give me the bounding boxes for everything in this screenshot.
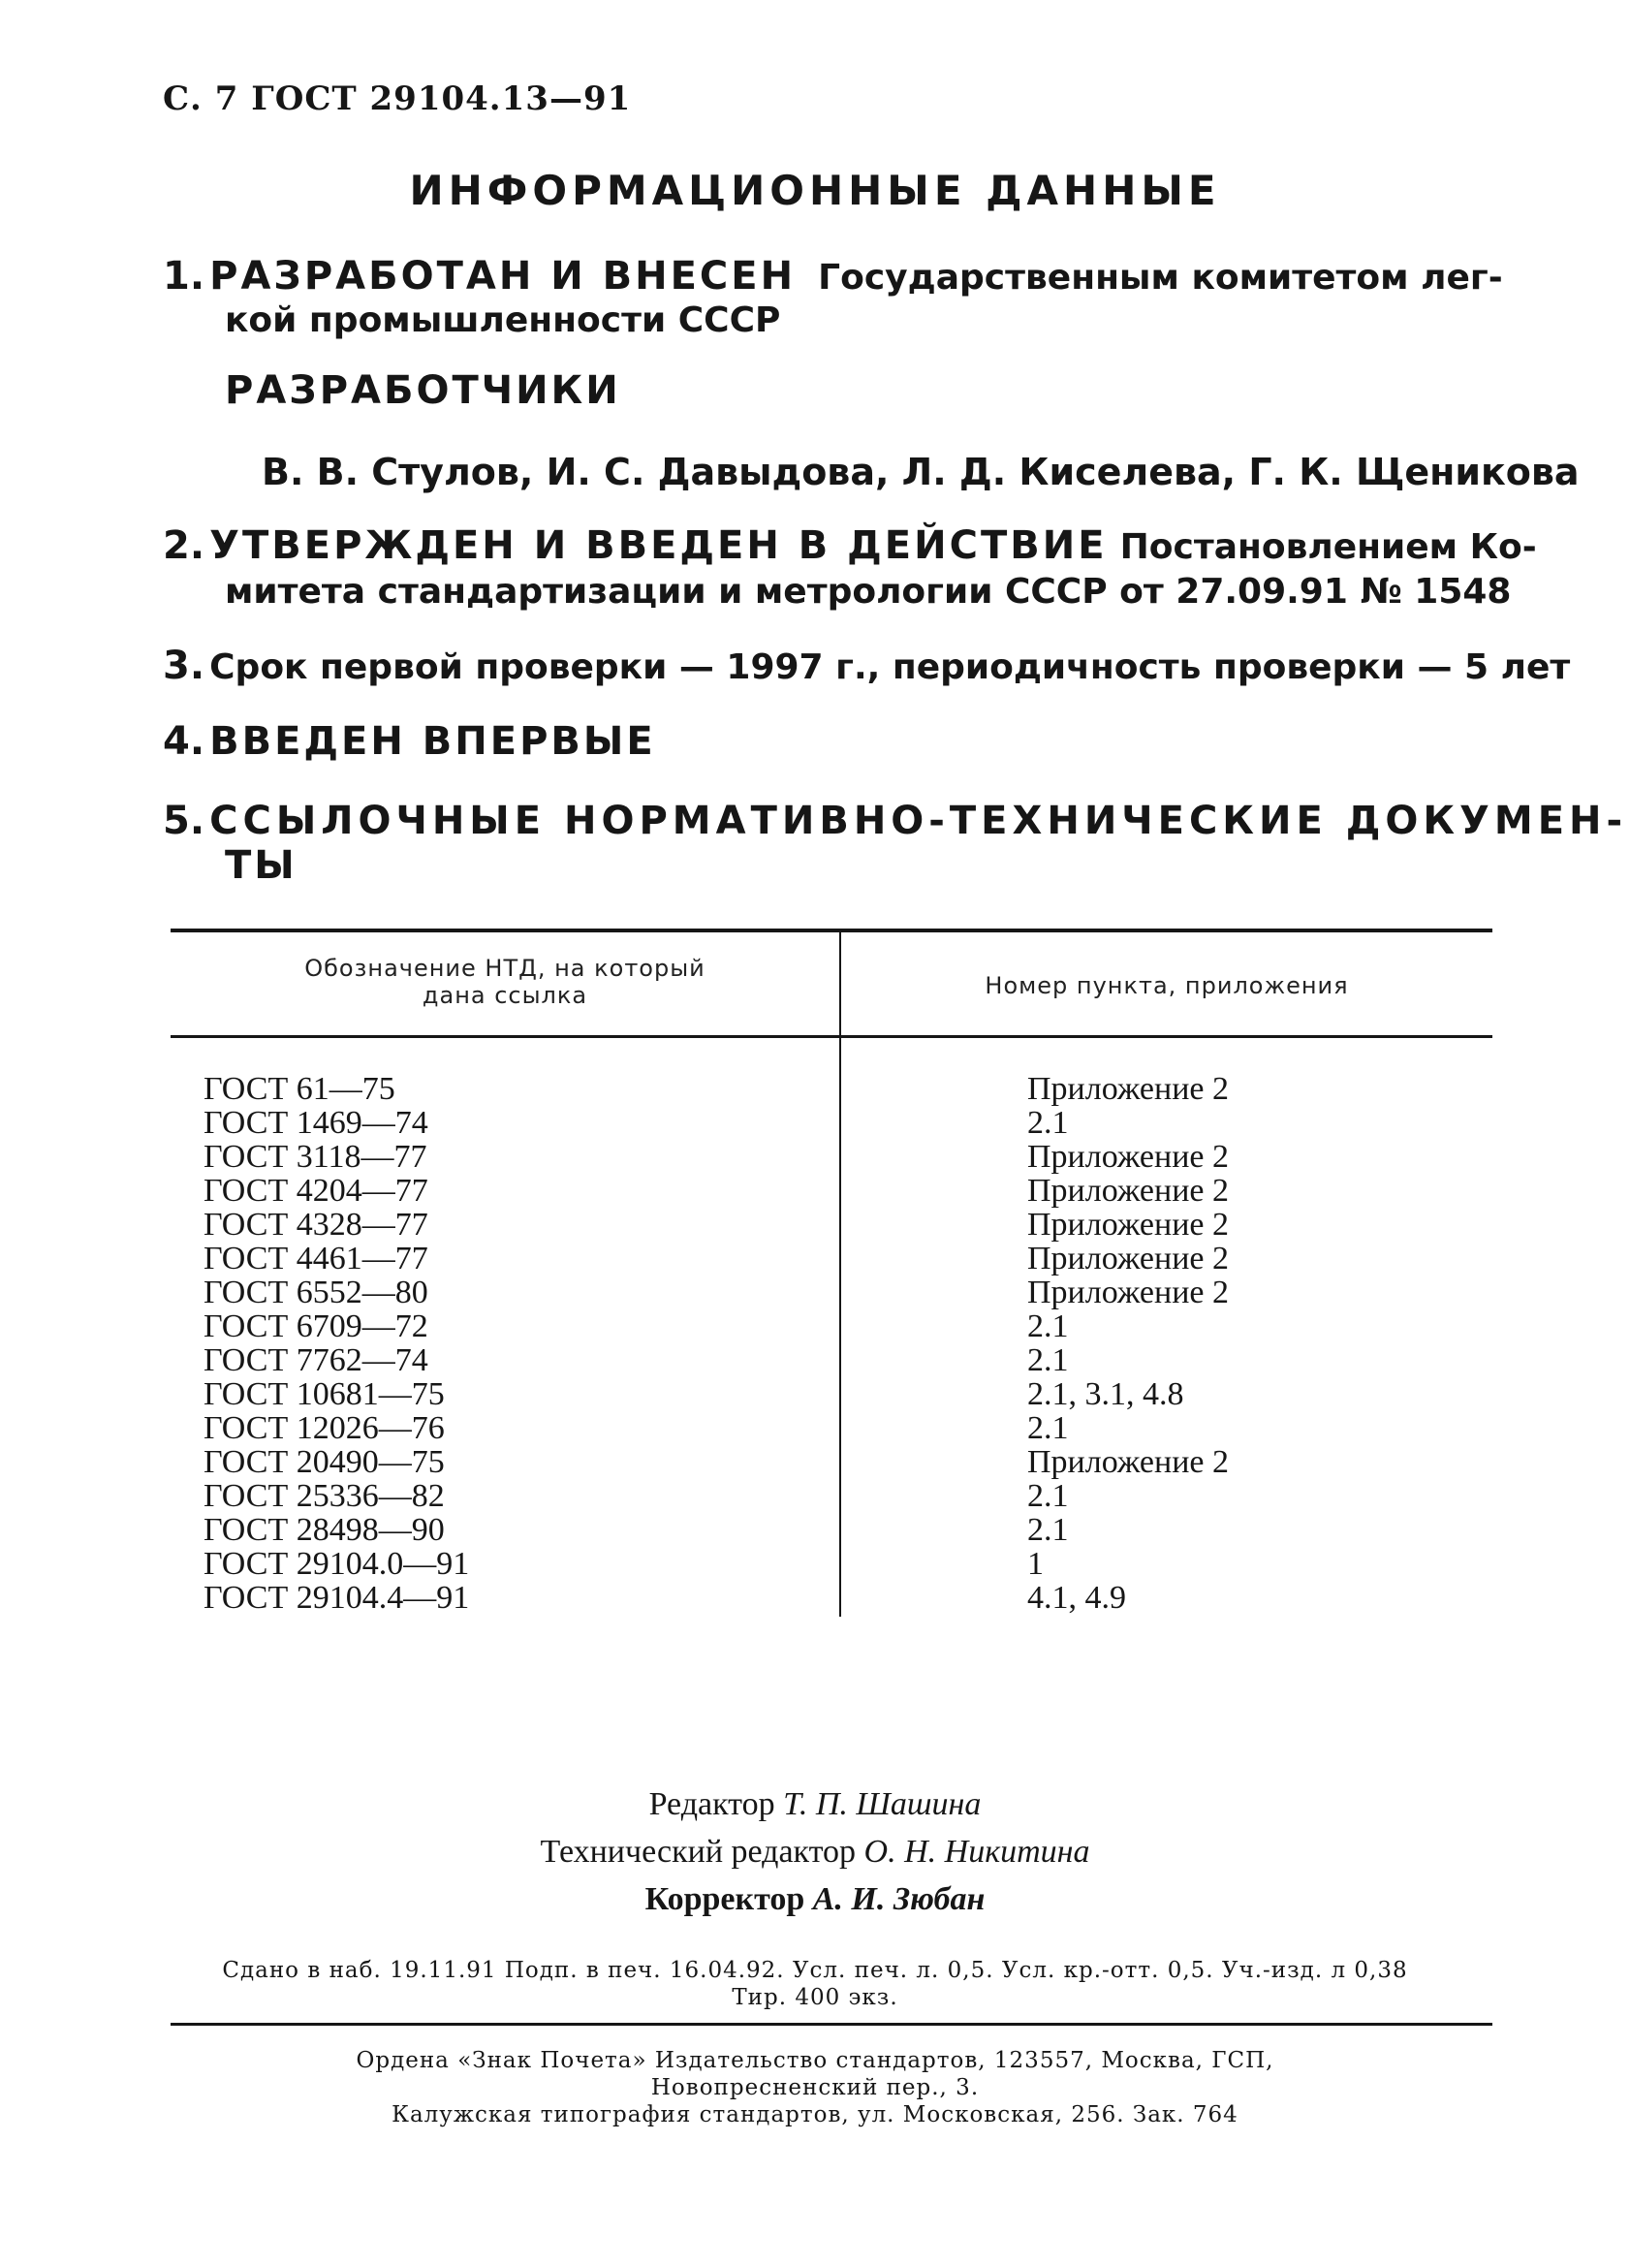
section-1-text-line1: Государственным комитетом лег- <box>818 258 1503 298</box>
tech-editor-label: Технический редактор <box>540 1834 857 1870</box>
table-cell-ref: 4.1, 4.9 <box>1027 1580 1126 1616</box>
tech-editor-line <box>0 1834 1630 1871</box>
table-cell-doc: ГОСТ 1469—74 <box>204 1105 428 1141</box>
table-cell-doc: ГОСТ 61—75 <box>204 1071 395 1107</box>
table-cell-ref: Приложение 2 <box>1027 1241 1229 1276</box>
table-cell-ref: 2.1 <box>1027 1410 1069 1446</box>
table-col-doc <box>204 1072 469 1615</box>
section-2-heading: УТВЕРЖДЕН И ВВЕДЕН В ДЕЙСТВИЕ <box>209 523 1108 568</box>
table-col-ref <box>1027 1072 1229 1615</box>
table-cell-doc: ГОСТ 10681—75 <box>204 1376 445 1412</box>
table-header-col2: Номер пункта, приложения <box>985 972 1349 999</box>
section-2-text-line1: Постановлением Ко- <box>1119 527 1537 567</box>
imprint-rule <box>171 2023 1492 2026</box>
table-cell-ref: 2.1 <box>1027 1478 1069 1514</box>
page-title: ИНФОРМАЦИОННЫЕ ДАННЫЕ <box>409 167 1221 214</box>
table-cell-ref: 2.1 <box>1027 1308 1069 1344</box>
section-4 <box>163 719 656 764</box>
table-cell-doc: ГОСТ 4204—77 <box>204 1173 428 1209</box>
publisher-line3: Калужская типография стандартов, ул. Московская, 256. Зак. 764 <box>392 2102 1238 2127</box>
section-1-heading: РАЗРАБОТАН И ВНЕСЕН <box>209 254 797 299</box>
section-3 <box>163 644 1570 688</box>
table-cell-ref: Приложение 2 <box>1027 1275 1229 1310</box>
publisher-line1: Ордена «Знак Почета» Издательство стандартов, 123557, Москва, ГСП, <box>356 2048 1274 2073</box>
developers-names: В. В. Стулов, И. С. Давыдова, Л. Д. Киселева, Г. К. Щеникова <box>262 451 1580 493</box>
table-cell-doc: ГОСТ 28498—90 <box>204 1512 445 1548</box>
section-2-number: 2. <box>163 523 205 568</box>
table-header-col1-line1: Обозначение НТД, на который <box>304 955 705 982</box>
section-3-number: 3. <box>163 644 205 688</box>
table-cell-ref: 2.1 <box>1027 1342 1069 1378</box>
section-1-text-line2: кой промышленности СССР <box>225 300 781 340</box>
table-cell-doc: ГОСТ 7762—74 <box>204 1342 428 1378</box>
publisher-line2: Новопресненский пер., 3. <box>650 2075 980 2100</box>
section-3-text: Срок первой проверки — 1997 г., периодичность проверки — 5 лет <box>209 647 1571 687</box>
table-column-divider <box>839 929 841 1617</box>
section-5-number: 5. <box>163 799 205 843</box>
table-cell-ref: 2.1 <box>1027 1512 1069 1548</box>
table-cell-doc: ГОСТ 4328—77 <box>204 1207 428 1243</box>
page-header: С. 7 ГОСТ 29104.13—91 <box>163 79 632 118</box>
editor-line <box>0 1786 1630 1823</box>
developers-heading: РАЗРАБОТЧИКИ <box>225 368 621 413</box>
table-cell-doc: ГОСТ 3118—77 <box>204 1139 427 1175</box>
section-4-heading: ВВЕДЕН ВПЕРВЫЕ <box>209 719 656 764</box>
table-cell-doc: ГОСТ 12026—76 <box>204 1410 445 1446</box>
table-cell-ref: 1 <box>1027 1546 1044 1582</box>
section-5-heading-line1: ССЫЛОЧНЫЕ НОРМАТИВНО-ТЕХНИЧЕСКИЕ ДОКУМЕН- <box>209 799 1628 843</box>
table-cell-ref: Приложение 2 <box>1027 1139 1229 1175</box>
imprint-line1: Сдано в наб. 19.11.91 Подп. в печ. 16.04.92. Усл. печ. л. 0,5. Усл. кр.-отт. 0,5. Уч.-изд. л 0,38 <box>222 1958 1408 1983</box>
table-cell-ref: 2.1, 3.1, 4.8 <box>1027 1376 1184 1412</box>
table-cell-doc: ГОСТ 29104.4—91 <box>204 1580 470 1616</box>
table-cell-ref: 2.1 <box>1027 1105 1069 1141</box>
section-4-number: 4. <box>163 719 205 764</box>
corrector-line <box>0 1881 1630 1918</box>
table-cell-doc: ГОСТ 6552—80 <box>204 1275 428 1310</box>
table-header-rule <box>171 1035 1492 1038</box>
section-2 <box>163 523 1537 568</box>
editor-name: Т. П. Шашина <box>783 1786 982 1822</box>
table-cell-doc: ГОСТ 29104.0—91 <box>204 1546 470 1582</box>
table-header-col1 <box>171 955 839 1009</box>
table-cell-ref: Приложение 2 <box>1027 1444 1229 1480</box>
section-1-number: 1. <box>163 254 205 299</box>
table-cell-doc: ГОСТ 25336—82 <box>204 1478 445 1514</box>
table-cell-ref: Приложение 2 <box>1027 1173 1229 1209</box>
tech-editor-name: О. Н. Никитина <box>863 1834 1090 1870</box>
imprint-line2: Тир. 400 экз. <box>732 1985 898 2010</box>
corrector-name: А. И. Зюбан <box>812 1881 986 1917</box>
table-header-col1-line2: дана ссылка <box>422 982 588 1009</box>
editor-label: Редактор <box>648 1786 775 1822</box>
table-cell-doc: ГОСТ 6709—72 <box>204 1308 428 1344</box>
table-cell-ref: Приложение 2 <box>1027 1071 1229 1107</box>
table-top-rule <box>171 929 1492 932</box>
table-cell-doc: ГОСТ 20490—75 <box>204 1444 445 1480</box>
section-5-heading-line2: ТЫ <box>225 843 298 888</box>
table-cell-ref: Приложение 2 <box>1027 1207 1229 1243</box>
corrector-label: Корректор <box>644 1881 805 1917</box>
section-2-text-line2: митета стандартизации и метрологии СССР от 27.09.91 № 1548 <box>225 572 1512 612</box>
section-5 <box>163 799 1627 843</box>
section-1 <box>163 254 1503 299</box>
table-cell-doc: ГОСТ 4461—77 <box>204 1241 428 1276</box>
